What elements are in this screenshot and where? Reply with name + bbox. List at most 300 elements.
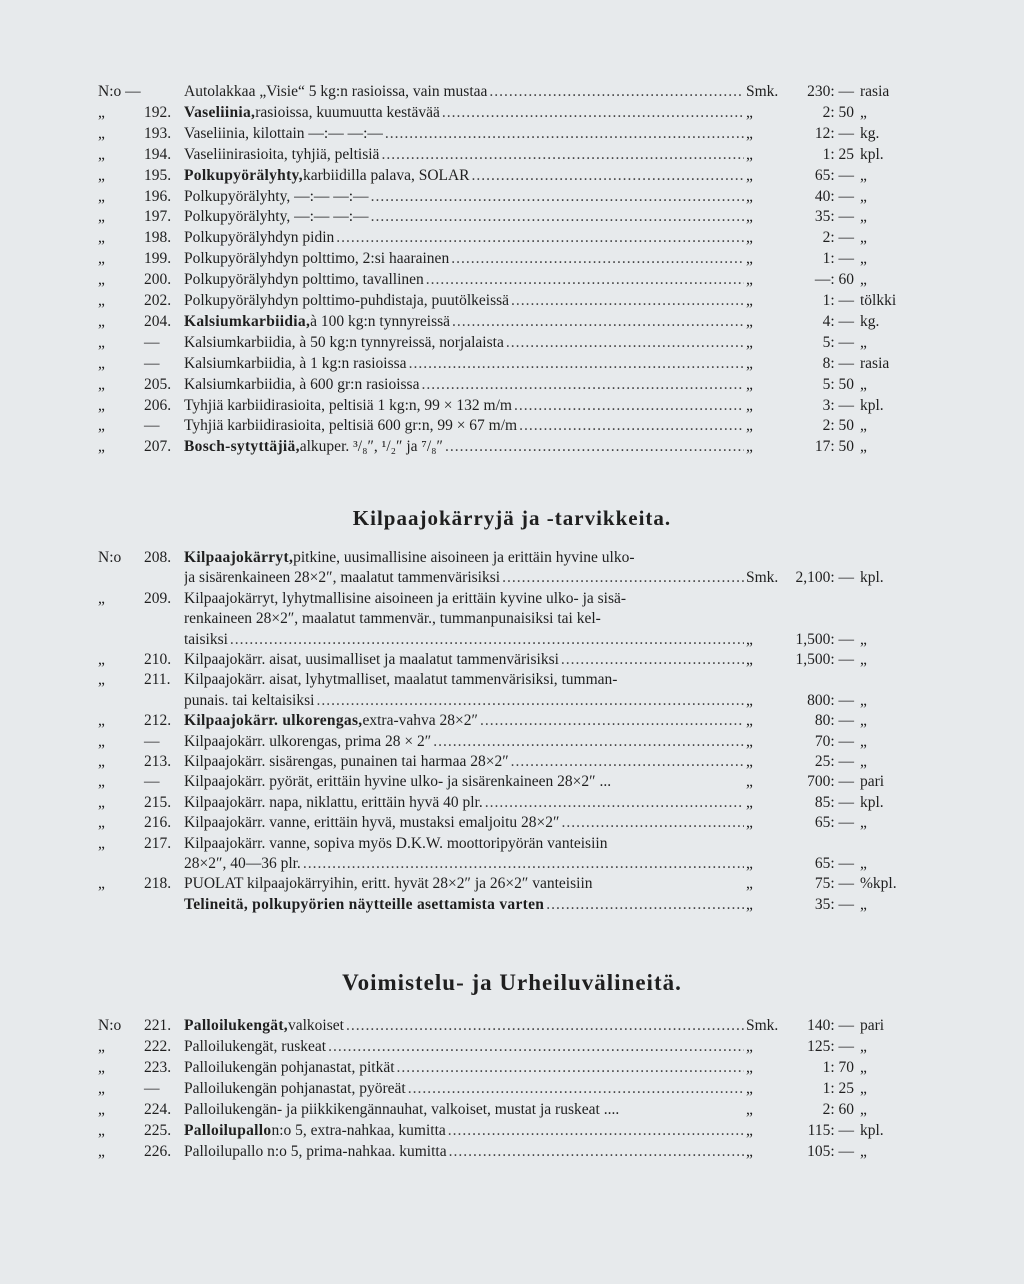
- item-price: 2,100: —: [795, 569, 854, 587]
- list-item: [98, 437, 898, 457]
- item-prefix: „: [98, 1038, 105, 1055]
- item-name-bold: Palloilukengät,: [184, 1017, 288, 1034]
- leader-dots: [452, 312, 744, 332]
- item-prefix: „: [98, 396, 105, 414]
- item-number: 194.: [144, 145, 172, 163]
- list-item: [98, 103, 898, 123]
- list-item: [98, 1037, 898, 1057]
- item-prefix: „: [98, 773, 105, 791]
- item-price: 65: —: [814, 166, 854, 184]
- item-description: [184, 1016, 744, 1036]
- item-number: —: [144, 333, 160, 351]
- item-description: [184, 1037, 744, 1057]
- list-item: [98, 375, 898, 395]
- item-desc-text: Polkupyörälyhdyn polttimo, tavallinen: [184, 271, 424, 289]
- item-desc-text: Palloilukengät, ruskeat: [184, 1038, 327, 1055]
- item-number: 195.: [144, 166, 172, 184]
- item-prefix: „: [98, 753, 105, 770]
- item-price: 140: —: [807, 1017, 854, 1034]
- item-desc-text: valkoiset: [287, 1017, 344, 1034]
- item-prefix: „: [98, 292, 105, 309]
- leader-dots: [426, 270, 744, 290]
- item-number: —: [144, 354, 160, 372]
- list-item: [98, 354, 898, 374]
- item-desc-text: Polkupyörälyhdyn polttimo-puhdistaja, puutölkeissä: [184, 292, 510, 309]
- leader-dots: [346, 1016, 744, 1036]
- list-item: [98, 589, 898, 609]
- leader-dots: [448, 1121, 744, 1141]
- item-unit: „: [860, 1059, 867, 1076]
- item-unit: „: [860, 375, 867, 393]
- heading-race-carts: Kilpaajokärryjä ja -tarvikkeita.: [352, 506, 672, 530]
- item-price: 5: 50: [822, 375, 854, 393]
- item-desc-text: Tyhjiä karbiidirasioita, peltisiä 1 kg:n, 99 × 132 m/m: [184, 396, 512, 414]
- list-item: [98, 609, 898, 629]
- item-price: 4: —: [822, 312, 854, 330]
- item-description: [184, 187, 744, 207]
- item-currency: „: [746, 438, 753, 456]
- item-unit: kg.: [860, 124, 880, 142]
- leader-dots: [409, 354, 744, 374]
- item-unit: kpl.: [860, 396, 884, 414]
- list-item: [98, 772, 898, 792]
- item-name-bold: Kilpaajokärr. ulkorengas,: [184, 712, 363, 730]
- item-description: [184, 1100, 744, 1120]
- item-desc-text: Tyhjiä karbiidirasioita, peltisiä 600 gr:n, 99 × 67 m/m: [184, 417, 518, 435]
- list-item: [98, 1142, 898, 1162]
- item-number: 197.: [144, 208, 172, 226]
- item-price: 700: —: [807, 773, 854, 791]
- item-number: 198.: [144, 229, 172, 247]
- leader-dots: [561, 650, 744, 670]
- item-number: 213.: [144, 753, 172, 770]
- item-prefix: „: [98, 103, 105, 121]
- item-prefix: „: [98, 166, 105, 184]
- item-prefix: „: [98, 875, 105, 893]
- item-description: [184, 333, 744, 353]
- item-price: 85: —: [814, 793, 854, 811]
- item-prefix: „: [98, 1080, 105, 1097]
- item-currency: „: [746, 1059, 753, 1076]
- item-desc-text: Kilpaajokärr. napa, niklattu, erittäin hyvä 40 plr.: [184, 793, 483, 811]
- item-unit: kg.: [860, 312, 880, 330]
- item-unit: „: [860, 271, 867, 289]
- item-currency: „: [746, 630, 753, 648]
- item-description: [184, 772, 744, 792]
- item-price: 17: 50: [814, 438, 854, 456]
- item-unit: „: [860, 1143, 867, 1160]
- item-description: [184, 228, 744, 248]
- list-item: [98, 854, 898, 874]
- item-prefix: „: [98, 814, 105, 832]
- item-description: [184, 166, 744, 186]
- item-currency: „: [746, 333, 753, 351]
- item-name-bold: Palloilupallo: [184, 1122, 272, 1139]
- item-prefix: „: [98, 187, 105, 205]
- list-item: [98, 416, 898, 436]
- item-number: 208.: [144, 549, 172, 566]
- list-item: [98, 834, 898, 854]
- list-item: [98, 82, 898, 102]
- item-prefix: N:o: [98, 1017, 122, 1034]
- leader-dots: [511, 752, 744, 772]
- item-desc-text: Kalsiumkarbiidia, à 50 kg:n tynnyreissä, norjalaista: [184, 333, 504, 351]
- item-description: [184, 609, 744, 629]
- item-desc-text: Polkupyörälyhty, —:— —:—: [184, 187, 369, 205]
- item-prefix: „: [98, 124, 105, 142]
- item-price: 1: —: [822, 292, 854, 309]
- list-item: [98, 228, 898, 248]
- leader-dots: [561, 813, 744, 833]
- item-price: 12: —: [814, 124, 854, 142]
- item-currency: „: [746, 712, 753, 730]
- leader-dots: [511, 291, 744, 311]
- item-currency: „: [746, 1080, 753, 1097]
- item-prefix: „: [98, 1101, 105, 1118]
- leader-dots: [489, 82, 744, 102]
- item-prefix: „: [98, 793, 105, 811]
- item-unit: „: [860, 1080, 867, 1097]
- item-currency: „: [746, 855, 753, 872]
- item-prefix: N:o —: [98, 83, 141, 100]
- list-item: [98, 650, 898, 670]
- item-description: [184, 103, 744, 123]
- list-item: [98, 793, 898, 813]
- item-unit: „: [860, 855, 867, 872]
- item-number: 215.: [144, 793, 172, 811]
- leader-dots: [445, 437, 744, 457]
- item-number: 226.: [144, 1143, 172, 1160]
- item-unit: „: [860, 732, 867, 750]
- leader-dots: [371, 187, 744, 207]
- item-price: 1: 25: [822, 1080, 854, 1097]
- item-description: [184, 568, 744, 588]
- leader-dots: [514, 396, 744, 416]
- item-unit: „: [860, 438, 867, 456]
- item-unit: „: [860, 166, 867, 184]
- item-unit: „: [860, 250, 867, 268]
- item-description: [184, 548, 744, 568]
- leader-dots: [506, 333, 744, 353]
- item-description: [184, 270, 744, 290]
- item-prefix: „: [98, 208, 105, 226]
- item-currency: „: [746, 375, 753, 393]
- item-description: [184, 82, 744, 102]
- leader-dots: [385, 124, 744, 144]
- list-item: [98, 752, 898, 772]
- item-currency: „: [746, 1143, 753, 1160]
- item-price: 1: 25: [822, 145, 854, 163]
- item-prefix: „: [98, 333, 105, 351]
- item-prefix: „: [98, 671, 105, 689]
- item-price: 1,500: —: [795, 630, 854, 648]
- item-description: [184, 834, 744, 854]
- item-name-bold: Kilpaajokärryt,: [184, 549, 294, 566]
- item-unit: pari: [860, 773, 885, 791]
- item-desc-text: Kalsiumkarbiidia, à 1 kg:n rasioissa: [184, 354, 407, 372]
- item-currency: „: [746, 773, 753, 791]
- item-desc-text: karbiidilla palava, SOLAR: [302, 166, 470, 184]
- item-unit: pari: [860, 1017, 885, 1034]
- item-currency: „: [746, 124, 753, 142]
- list-item: [98, 207, 898, 227]
- item-currency: „: [746, 1122, 753, 1139]
- item-price: 2: —: [822, 229, 854, 247]
- item-price: 5: —: [822, 333, 854, 351]
- item-number: 200.: [144, 271, 172, 289]
- item-desc-text: 28×2″, 40—36 plr.: [184, 855, 301, 872]
- item-prefix: „: [98, 732, 105, 750]
- list-item: [98, 691, 898, 711]
- item-price: —: 60: [814, 271, 854, 289]
- item-price: 115: —: [807, 1122, 854, 1139]
- item-desc-text: Vaseliinirasioita, tyhjiä, peltisiä: [184, 145, 380, 163]
- item-number: 218.: [144, 875, 172, 893]
- item-price: 70: —: [814, 732, 854, 750]
- heading-sports-equipment: Voimistelu- ja Urheiluvälineitä.: [342, 970, 682, 995]
- item-number: 206.: [144, 396, 172, 414]
- item-prefix: „: [98, 417, 105, 435]
- item-currency: „: [746, 732, 753, 750]
- leader-dots: [546, 895, 744, 915]
- item-number: —: [144, 417, 160, 435]
- item-desc-text: Polkupyörälyhdyn polttimo, 2:si haarainen: [184, 250, 450, 268]
- item-desc-text: Vaseliinia, kilottain —:— —:—: [184, 124, 383, 142]
- item-unit: %kpl.: [860, 875, 897, 893]
- item-price: 65: —: [814, 855, 854, 872]
- item-description: [184, 396, 744, 416]
- item-desc-text: renkaineen 28×2″, maalatut tammenvär., tummanpunaisiksi tai kel-: [184, 610, 601, 628]
- item-name-bold: Kalsiumkarbiidia,: [184, 312, 311, 330]
- item-name-bold: Bosch-sytyttäjiä,: [184, 438, 300, 456]
- item-currency: „: [746, 396, 753, 414]
- item-desc-text: Kilpaajokärr. sisärengas, punainen tai harmaa 28×2″: [184, 753, 509, 770]
- item-prefix: „: [98, 229, 105, 247]
- item-prefix: „: [98, 1143, 105, 1160]
- item-unit: „: [860, 229, 867, 247]
- item-currency: „: [746, 208, 753, 226]
- item-currency: „: [746, 229, 753, 247]
- item-number: 224.: [144, 1101, 172, 1118]
- item-currency: Smk.: [746, 83, 779, 100]
- item-currency: „: [746, 875, 753, 893]
- item-desc-text: Kilpaajokärr. aisat, lyhytmalliset, maalatut tammenvärisiksi, tumman-: [184, 671, 618, 689]
- item-description: [184, 895, 744, 915]
- item-prefix: „: [98, 589, 105, 607]
- list-item: [98, 312, 898, 332]
- item-number: 193.: [144, 124, 172, 142]
- leader-dots: [442, 103, 744, 123]
- item-price: 3: —: [822, 396, 854, 414]
- item-description: [184, 874, 744, 894]
- list-item: [98, 396, 898, 416]
- list-item: [98, 1100, 898, 1120]
- item-number: 209.: [144, 589, 172, 607]
- leader-dots: [397, 1058, 745, 1078]
- item-currency: „: [746, 145, 753, 163]
- list-item: [98, 1016, 898, 1036]
- item-currency: Smk.: [746, 1017, 779, 1034]
- item-desc-text: Palloilukengän- ja piikkikengännauhat, valkoiset, mustat ja ruskeat ....: [184, 1101, 620, 1118]
- item-unit: „: [860, 417, 867, 435]
- item-description: [184, 1142, 744, 1162]
- item-number: 204.: [144, 312, 172, 330]
- item-unit: „: [860, 651, 867, 668]
- list-item: [98, 1058, 898, 1078]
- item-desc-text: Kilpaajokärryt, lyhytmallisine aisoineen ja erittäin kyvine ulko- ja sisä-: [184, 589, 627, 607]
- item-unit: „: [860, 1101, 867, 1118]
- item-number: 202.: [144, 292, 172, 309]
- item-unit: „: [860, 753, 867, 770]
- item-desc-text: Polkupyörälyhty, —:— —:—: [184, 208, 369, 226]
- item-prefix: „: [98, 250, 105, 268]
- leader-dots: [480, 711, 744, 731]
- leader-dots: [316, 691, 744, 711]
- list-item: [98, 732, 898, 752]
- item-price: 25: —: [814, 753, 854, 770]
- leader-dots: [328, 1037, 744, 1057]
- item-currency: „: [746, 250, 753, 268]
- item-number: 212.: [144, 712, 172, 730]
- item-desc-text: alkuper. ³/₈″, ¹/₂″ ja ⁷/₈″: [299, 438, 444, 456]
- list-item: [98, 1121, 898, 1141]
- item-unit: kpl.: [860, 569, 884, 587]
- item-currency: „: [746, 103, 753, 121]
- item-currency: „: [746, 753, 753, 770]
- item-number: —: [144, 773, 160, 791]
- item-price: 1,500: —: [795, 651, 854, 668]
- item-description: [184, 375, 744, 395]
- item-number: —: [144, 1080, 160, 1097]
- item-unit: „: [860, 895, 867, 913]
- item-number: 196.: [144, 187, 172, 205]
- item-desc-text: Kilpaajokärr. aisat, uusimalliset ja maalatut tammenvärisiksi: [184, 651, 559, 668]
- item-number: 205.: [144, 375, 172, 393]
- item-prefix: „: [98, 651, 105, 668]
- item-unit: „: [860, 814, 867, 832]
- item-currency: „: [746, 1101, 753, 1118]
- item-desc-text: ja sisärenkaineen 28×2″, maalatut tammenvärisiksi: [184, 569, 501, 587]
- item-number: 222.: [144, 1038, 172, 1055]
- item-price: 35: —: [814, 208, 854, 226]
- item-unit: rasia: [860, 83, 890, 100]
- item-number: 217.: [144, 834, 172, 852]
- item-description: [184, 354, 744, 374]
- item-currency: „: [746, 1038, 753, 1055]
- item-unit: „: [860, 1038, 867, 1055]
- leader-dots: [433, 732, 744, 752]
- item-number: 211.: [144, 671, 171, 689]
- item-desc-text: extra-vahva 28×2″: [362, 712, 478, 730]
- item-desc-text: Kilpaajokärr. vanne, sopiva myös D.K.W. moottoripyörän vanteisiin: [184, 834, 608, 852]
- item-description: [184, 1079, 744, 1099]
- item-description: [184, 650, 744, 670]
- item-description: [184, 711, 744, 731]
- leader-dots: [336, 228, 744, 248]
- leader-dots: [408, 1079, 744, 1099]
- item-price: 2: 60: [822, 1101, 854, 1118]
- item-number: 210.: [144, 651, 172, 668]
- item-description: [184, 1121, 744, 1141]
- item-prefix: „: [98, 438, 105, 456]
- item-currency: „: [746, 895, 753, 913]
- list-item: [98, 1079, 898, 1099]
- item-price: 800: —: [807, 691, 854, 709]
- leader-dots: [502, 568, 744, 588]
- list-item: [98, 670, 898, 690]
- item-price: 8: —: [822, 354, 854, 372]
- item-description: [184, 207, 744, 227]
- item-price: 2: 50: [822, 417, 854, 435]
- item-desc-text: Palloilukengän pohjanastat, pitkät: [184, 1059, 395, 1076]
- item-currency: „: [746, 312, 753, 330]
- item-price: 230: —: [807, 83, 854, 100]
- item-prefix: „: [98, 375, 105, 393]
- list-item: [98, 333, 898, 353]
- item-currency: „: [746, 651, 753, 668]
- item-number: 199.: [144, 250, 172, 268]
- item-price: 35: —: [814, 895, 854, 913]
- item-number: 207.: [144, 438, 172, 456]
- item-description: [184, 1058, 744, 1078]
- item-description: [184, 312, 744, 332]
- item-unit: „: [860, 208, 867, 226]
- item-description: [184, 752, 744, 772]
- list-item: [98, 291, 898, 311]
- item-currency: „: [746, 292, 753, 309]
- item-prefix: „: [98, 354, 105, 372]
- item-description: [184, 691, 744, 711]
- item-prefix: „: [98, 271, 105, 289]
- list-item: [98, 124, 898, 144]
- leader-dots: [303, 854, 744, 874]
- item-unit: „: [860, 333, 867, 351]
- item-price: 65: —: [814, 814, 854, 832]
- item-number: —: [144, 732, 160, 750]
- item-prefix: „: [98, 312, 105, 330]
- item-unit: tölkki: [860, 292, 897, 309]
- item-prefix: „: [98, 1122, 105, 1139]
- item-currency: „: [746, 793, 753, 811]
- item-price: 80: —: [814, 712, 854, 730]
- list-item: [98, 187, 898, 207]
- item-desc-text: Palloilupallo n:o 5, prima-nahkaa. kumitta: [184, 1143, 447, 1160]
- item-number: 216.: [144, 814, 172, 832]
- item-price: 40: —: [814, 187, 854, 205]
- list-item: [98, 270, 898, 290]
- item-unit: „: [860, 691, 867, 709]
- item-unit: kpl.: [860, 145, 884, 163]
- item-desc-text: rasioissa, kuumuutta kestävää: [255, 103, 440, 121]
- item-desc-text: pitkine, uusimallisine aisoineen ja erittäin hyvine ulko-: [293, 549, 635, 566]
- item-prefix: „: [98, 1059, 105, 1076]
- item-prefix: „: [98, 712, 105, 730]
- item-prefix: „: [98, 145, 105, 163]
- item-unit: „: [860, 712, 867, 730]
- list-item: [98, 711, 898, 731]
- item-price: 105: —: [807, 1143, 854, 1160]
- item-name-bold: Telineitä, polkupyörien näytteille asettamista varten: [184, 895, 545, 913]
- item-description: [184, 124, 744, 144]
- item-number: 225.: [144, 1122, 172, 1139]
- item-name-bold: Polkupyörälyhty,: [184, 166, 303, 184]
- item-description: [184, 437, 744, 457]
- leader-dots: [451, 249, 744, 269]
- item-currency: „: [746, 166, 753, 184]
- item-prefix: „: [98, 834, 105, 852]
- list-item: [98, 166, 898, 186]
- item-currency: „: [746, 187, 753, 205]
